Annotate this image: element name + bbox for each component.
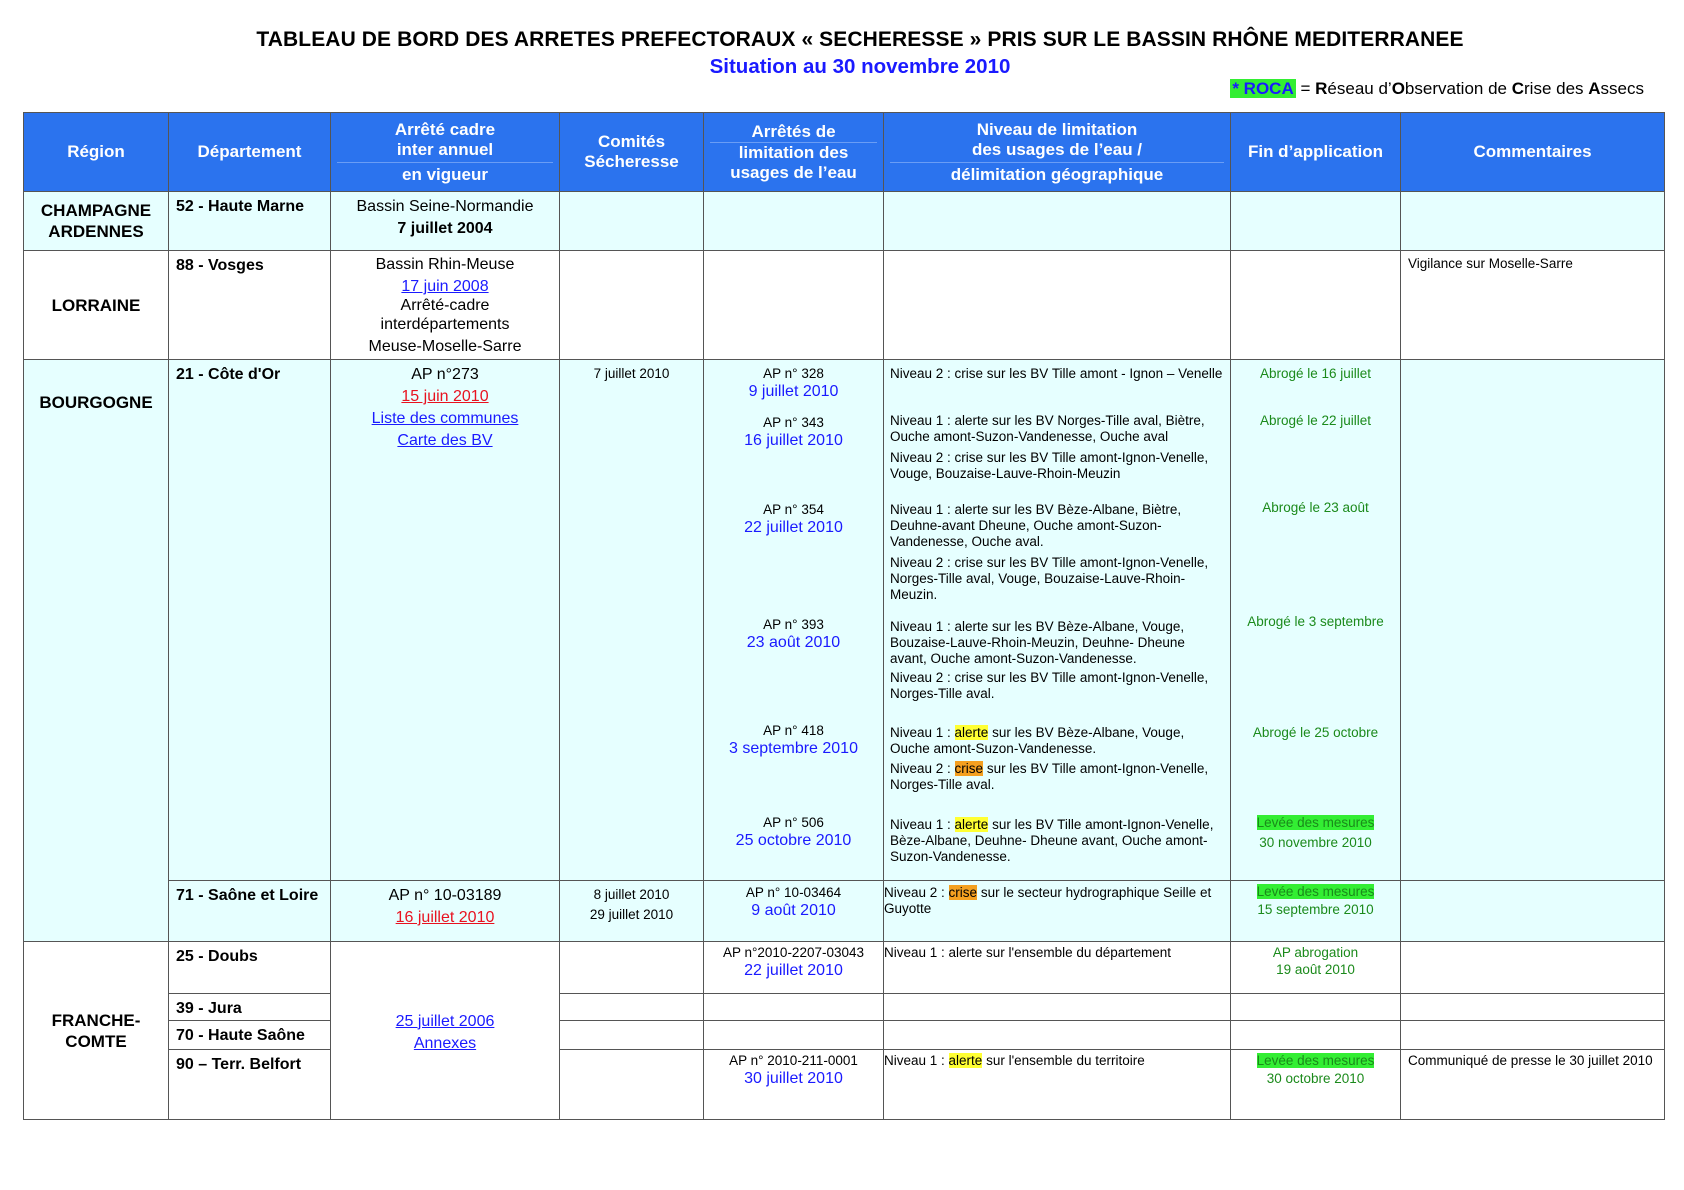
levee-highlight: Levée des mesures (1256, 884, 1375, 899)
table-row (24, 1021, 1665, 1050)
cadre-cell (331, 881, 560, 942)
cadre-text: Arrêté-cadre (400, 297, 490, 314)
legend-letter-r: R (1315, 79, 1328, 98)
col-fin: Fin d’application (1231, 113, 1401, 192)
niveau-cell (884, 881, 1231, 942)
annexes-link[interactable]: Annexes (413, 1034, 477, 1052)
arrete-entry (704, 415, 883, 450)
arretes-cell (704, 1021, 884, 1050)
arretes-cell (704, 251, 884, 360)
niveau-prefix: Niveau 1 : (890, 817, 955, 832)
dept-cell: 39 - Jura (169, 994, 331, 1021)
niveau-prefix: Niveau 1 : (890, 725, 955, 740)
crise-highlight: crise (948, 885, 978, 900)
col-arretes-l2: limitation des (710, 142, 877, 163)
region-cell (24, 192, 169, 251)
table-row (24, 942, 1665, 994)
comment-cell (1401, 192, 1665, 251)
niveau-suffix: sur l'ensemble du territoire (982, 1053, 1145, 1068)
fin-date: 30 octobre 2010 (1266, 1071, 1365, 1086)
table-row (24, 360, 1665, 881)
comites-cell: 7 juillet 2010 (560, 360, 704, 881)
fin-cell (1231, 192, 1401, 251)
col-comites-l1: Comités (597, 132, 666, 151)
cadre-link[interactable]: 15 juin 2010 (401, 388, 489, 405)
col-region: Région (24, 113, 169, 192)
legend-eq: = (1295, 79, 1316, 98)
table-row (24, 881, 1665, 942)
dept-cell: 52 - Haute Marne (169, 192, 331, 251)
arrete-entry (704, 723, 883, 758)
col-niveau-l2: des usages de l’eau / (971, 139, 1143, 159)
levee-highlight: Levée des mesures (1256, 815, 1375, 830)
col-niveau (884, 113, 1231, 192)
dept-cell: 25 - Doubs (169, 942, 331, 994)
fin-cell (1231, 942, 1401, 994)
niveau-suffix: sur le secteur hydrographique Seille et Guyotte (884, 885, 1212, 916)
table-row (24, 251, 1665, 360)
alerte-highlight: alerte (948, 1053, 983, 1068)
ap-date: 25 octobre 2010 (735, 832, 852, 849)
region-name: FRANCHE- (51, 1010, 141, 1030)
niveau-suffix: sur les BV Tille amont-Ignon-Venelle, Norges-Tille aval. (890, 761, 1209, 792)
niveau-text: Niveau 1 : alerte sur les BV Bèze-Albane, Vouge, Bouzaise-Lauve-Rhoin-Meuzin, Deuhne- Dheune avant, Ouche amont-Suzon-Vandenesse. (890, 619, 1185, 666)
arretes-cell (704, 942, 884, 994)
niveau-text (884, 725, 1230, 757)
alerte-highlight: alerte (954, 725, 989, 740)
fin-text (1231, 814, 1400, 852)
arrete-entry (704, 366, 883, 401)
communes-link[interactable]: Liste des communes (371, 410, 519, 427)
niveau-text: Niveau 1 : alerte sur les BV Bèze-Albane, Biètre, Deuhne-avant Dheune, Ouche amont-Suzon-Vandenesse, Ouche aval. (890, 502, 1182, 549)
cadre-text: Bassin Seine-Normandie (356, 198, 534, 215)
comites-cell (560, 994, 704, 1021)
cadre-cell (331, 192, 560, 251)
carte-bv-link[interactable]: Carte des BV (397, 432, 493, 449)
ap-date: 30 juillet 2010 (744, 1070, 843, 1087)
niveau-text (884, 817, 1230, 865)
col-arretes-l1: Arrêtés de (751, 121, 836, 141)
arretes-cell (704, 994, 884, 1021)
comites-cell (560, 1050, 704, 1120)
cadre-date: 7 juillet 2004 (397, 220, 493, 237)
fin-cell (1231, 251, 1401, 360)
niveau-text: Niveau 2 : crise sur les BV Tille amont-Ignon-Venelle, Vouge, Bouzaise-Lauve-Rhoin-Meuzin (890, 450, 1209, 481)
table-row (24, 1050, 1665, 1120)
legend-word-1: éseau d’ (1327, 79, 1392, 98)
page-subtitle: Situation au 30 novembre 2010 (709, 55, 1011, 78)
dept-cell: 70 - Haute Saône (169, 1021, 331, 1050)
levee-highlight: Levée des mesures (1256, 1053, 1375, 1068)
legend-letter-a: A (1588, 79, 1601, 98)
comites-cell (560, 942, 704, 994)
arrete-entry (704, 815, 883, 850)
arretes-cell (704, 881, 884, 942)
comites-cell (560, 192, 704, 251)
col-niveau-l1: Niveau de limitation (976, 119, 1138, 139)
ap-date: 23 août 2010 (746, 634, 841, 651)
comment-cell: Vigilance sur Moselle-Sarre (1401, 251, 1665, 360)
region-name: CHAMPAGNE (40, 201, 152, 220)
roca-legend (1230, 79, 1644, 99)
comites-cell (560, 1021, 704, 1050)
dept-cell: 21 - Côte d'Or (169, 360, 331, 881)
cadre-text: AP n° 10-03189 (388, 887, 502, 904)
comites-cell (560, 881, 704, 942)
niveau-text: Niveau 1 : alerte sur les BV Norges-Tille aval, Biètre, Ouche amont-Suzon-Vandenesse, Ouche aval (890, 413, 1205, 444)
fin-date: 30 novembre 2010 (1259, 835, 1372, 850)
niveau-prefix: Niveau 2 : (884, 885, 949, 900)
arretes-cell (704, 1050, 884, 1120)
cadre-link[interactable]: 17 juin 2008 (401, 278, 489, 295)
ap-date: 3 septembre 2010 (729, 740, 858, 757)
roca-tag: * ROCA (1232, 79, 1294, 98)
ap-date: 22 juillet 2010 (744, 519, 843, 536)
ap-number: AP n° 418 (763, 723, 824, 738)
fin-text: Abrogé le 22 juillet (1259, 413, 1372, 428)
niveau-cell (884, 192, 1231, 251)
legend-letter-o: O (1391, 79, 1405, 98)
comment-cell (1401, 360, 1665, 881)
cadre-link[interactable]: 25 juillet 2006 (395, 1012, 495, 1030)
niveau-text (884, 761, 1230, 793)
legend-letter-c: C (1511, 79, 1524, 98)
niveau-prefix: Niveau 2 : (890, 761, 955, 776)
comment-cell: Communiqué de presse le 30 juillet 2010 (1401, 1050, 1665, 1120)
table-row (24, 994, 1665, 1021)
niveau-cell (884, 251, 1231, 360)
niveau-prefix: Niveau 1 : (884, 1053, 949, 1068)
fin-cell (1231, 360, 1401, 881)
dept-cell: 88 - Vosges (169, 251, 331, 360)
ap-date: 9 août 2010 (751, 902, 836, 919)
niveau-cell (884, 1050, 1231, 1120)
region-cell: BOURGOGNE (24, 360, 169, 942)
comment-cell (1401, 1021, 1665, 1050)
fin-cell (1231, 881, 1401, 942)
niveau-cell (884, 1021, 1231, 1050)
ap-number: AP n° 354 (763, 502, 824, 517)
cadre-link[interactable]: 16 juillet 2010 (395, 909, 495, 926)
cadre-text: AP n°273 (411, 366, 479, 383)
fin-text: Abrogé le 3 septembre (1247, 614, 1384, 629)
table-row (24, 192, 1665, 251)
ap-date: 16 juillet 2010 (744, 432, 843, 449)
legend-word-3: rise des (1524, 79, 1589, 98)
niveau-cell: Niveau 1 : alerte sur l'ensemble du département (884, 942, 1231, 994)
legend-word-2: bservation de (1404, 79, 1512, 98)
comites-cell (560, 251, 704, 360)
alerte-highlight: alerte (954, 817, 989, 832)
fin-text: AP abrogation (1272, 945, 1359, 960)
dept-cell: 90 – Terr. Belfort (169, 1050, 331, 1120)
fin-text: Abrogé le 16 juillet (1259, 366, 1372, 381)
comment-cell (1401, 994, 1665, 1021)
niveau-cell (884, 360, 1231, 881)
arretes-cell (704, 192, 884, 251)
crise-highlight: crise (954, 761, 984, 776)
fin-date: 15 septembre 2010 (1257, 902, 1374, 917)
comment-cell (1401, 881, 1665, 942)
ap-number: AP n° 328 (763, 366, 824, 381)
dept-cell: 71 - Saône et Loire (169, 881, 331, 942)
ap-number: AP n° 2010-211-0001 (729, 1053, 858, 1068)
col-cadre-l1: Arrêté cadre (394, 119, 496, 139)
col-comites (560, 113, 704, 192)
col-niveau-l3: délimitation géographique (890, 162, 1224, 185)
arrete-entry (704, 617, 883, 652)
page-title: TABLEAU DE BORD DES ARRETES PREFECTORAUX « SECHERESSE » PRIS SUR LE BASSIN RHÔNE MEDITERRANEE (256, 28, 1464, 51)
col-comites-l2: Sécheresse (584, 152, 679, 171)
niveau-suffix: sur les BV Tille amont-Ignon-Venelle, Bèze-Albane, Deuhne- Dheune avant, Ouche amont-Suzon-Vandenesse. (890, 817, 1214, 864)
col-cadre-l3: en vigueur (337, 162, 553, 185)
col-arretes (704, 113, 884, 192)
ap-number: AP n° 343 (763, 415, 824, 430)
fin-cell (1231, 1021, 1401, 1050)
ap-number: AP n° 10-03464 (745, 885, 842, 900)
cadre-text: interdépartements (380, 316, 510, 333)
comite-date: 8 juillet 2010 (593, 887, 670, 902)
niveau-text: Niveau 2 : crise sur les BV Tille amont-Ignon-Venelle, Norges-Tille aval. (890, 670, 1209, 701)
ap-number: AP n° 393 (763, 617, 824, 632)
comment-cell (1401, 942, 1665, 994)
niveau-text: Niveau 2 : crise sur les BV Tille amont - Ignon – Venelle (890, 366, 1223, 381)
fin-date: 19 août 2010 (1276, 962, 1355, 977)
fin-cell (1231, 994, 1401, 1021)
col-cadre (331, 113, 560, 192)
ap-number: AP n°2010-2207-03043 (722, 945, 865, 960)
col-cadre-l2: inter annuel (396, 139, 494, 159)
arretes-cell (704, 360, 884, 881)
header-row (24, 113, 1665, 192)
region-cell (24, 942, 169, 1120)
ap-date: 9 juillet 2010 (748, 383, 839, 400)
cadre-cell (331, 251, 560, 360)
cadre-cell (331, 942, 560, 1120)
fin-text: Abrogé le 23 août (1262, 500, 1369, 515)
col-commentaires: Commentaires (1401, 113, 1665, 192)
niveau-text: Niveau 2 : crise sur les BV Tille amont-Ignon-Venelle, Norges-Tille aval, Vouge, Bouzaise-Lauve-Rhoin-Meuzin. (890, 555, 1209, 602)
cadre-cell (331, 360, 560, 881)
col-arretes-l3: usages de l’eau (730, 162, 857, 182)
fin-text: Abrogé le 25 octobre (1252, 725, 1379, 740)
niveau-cell (884, 994, 1231, 1021)
ap-date: 22 juillet 2010 (744, 962, 843, 979)
region-name: COMTE (65, 1031, 127, 1051)
cadre-text: Bassin Rhin-Meuse (375, 256, 515, 273)
region-cell: LORRAINE (24, 251, 169, 360)
fin-cell (1231, 1050, 1401, 1120)
ap-number: AP n° 506 (763, 815, 824, 830)
col-departement: Département (169, 113, 331, 192)
drought-table (23, 112, 1665, 1120)
region-name: ARDENNES (48, 222, 144, 241)
comite-date: 29 juillet 2010 (589, 907, 674, 922)
arrete-entry (704, 502, 883, 537)
cadre-text: Meuse-Moselle-Sarre (368, 338, 522, 355)
legend-word-4: ssecs (1600, 79, 1644, 98)
niveau-suffix: sur les BV Bèze-Albane, Vouge, Ouche amont-Suzon-Vandenesse. (890, 725, 1185, 756)
